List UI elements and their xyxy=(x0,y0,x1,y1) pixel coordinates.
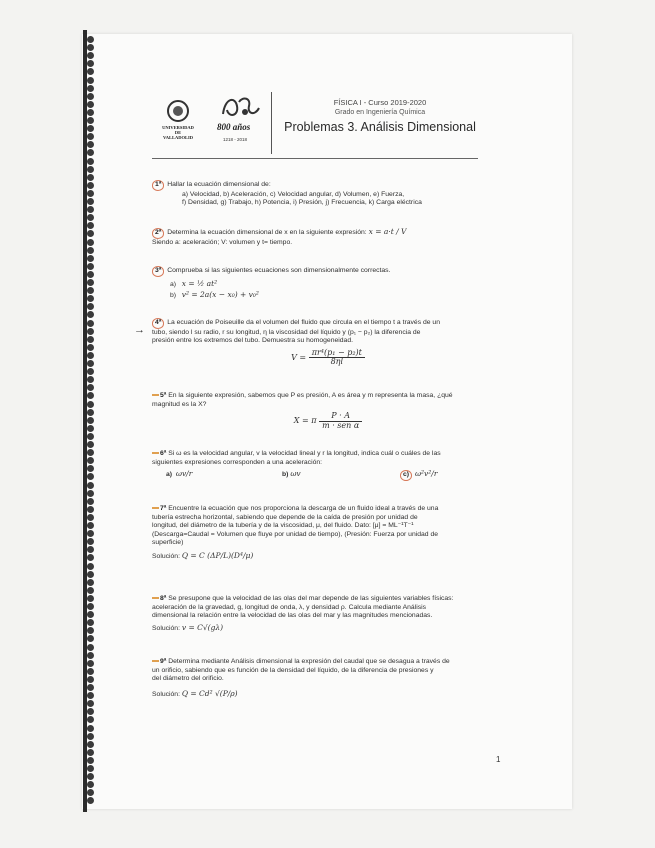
page-number: 1 xyxy=(496,755,501,764)
header-rule xyxy=(152,158,478,159)
binding-hole xyxy=(87,85,94,92)
binding-hole xyxy=(87,93,94,100)
problem-text: del diámetro del orificio. xyxy=(152,675,224,683)
binding-hole xyxy=(87,60,94,67)
binding-hole xyxy=(87,789,94,796)
option-label: a) xyxy=(170,280,177,288)
problem-number: 2ª xyxy=(152,228,164,239)
binding-hole xyxy=(87,619,94,626)
problem-text: longitud, del diámetro de la tubería y de la viscosidad, μ, del fluido. Dato: [μ] = ML⁻¹T⁻¹ xyxy=(152,522,414,530)
binding-hole xyxy=(87,684,94,691)
university-logo xyxy=(160,100,196,146)
binding-hole xyxy=(87,644,94,651)
problem-9 xyxy=(152,658,504,699)
binding-hole xyxy=(87,587,94,594)
binding-hole xyxy=(87,392,94,399)
highlight-mark xyxy=(152,394,159,396)
binding-hole xyxy=(87,384,94,391)
x-equation xyxy=(152,412,504,430)
binding-hole xyxy=(87,482,94,489)
problem-text: Comprueba si las siguientes ecuaciones son dimensionalmente correctas. xyxy=(167,267,391,274)
binding-hole xyxy=(87,741,94,748)
binding-hole xyxy=(87,376,94,383)
problem-text: dimensional la relación entre la velocidad de las olas del mar y las magnitudes mencionadas. xyxy=(152,612,433,620)
solution-label: Solución: xyxy=(152,624,180,632)
problem-text: aceleración de la gravedad, g, longitud de onda, λ, y densidad ρ. Calcula mediante Análisis xyxy=(152,603,427,611)
binding-hole xyxy=(87,239,94,246)
equation-lhs: V = xyxy=(291,352,307,362)
binding-hole xyxy=(87,198,94,205)
binding-hole xyxy=(87,401,94,408)
equation: ω²v²/r xyxy=(414,469,438,479)
binding-hole xyxy=(87,417,94,424)
binding-hole xyxy=(87,328,94,335)
margin-arrow: → xyxy=(134,324,145,336)
problem-text: tubería estrecha horizontal, sabiendo que depende de la caída de presión por unidad de xyxy=(152,513,418,521)
binding-hole xyxy=(87,765,94,772)
anniversary-logo xyxy=(215,92,272,154)
problem-number: 9ª xyxy=(160,658,167,665)
binding-hole xyxy=(87,441,94,448)
option-a xyxy=(152,280,504,290)
binding-hole xyxy=(87,725,94,732)
university-seal-icon xyxy=(167,100,189,122)
option-label: c) xyxy=(400,470,412,481)
binding-hole xyxy=(87,360,94,367)
fraction-denominator: m · sen α xyxy=(322,420,360,430)
problem-text: un orificio, sabiendo que es función de la densidad del líquido, de la diferencia de presiones y xyxy=(152,666,434,674)
problem-3 xyxy=(152,266,504,301)
binding-hole xyxy=(87,52,94,59)
document-title: Problemas 3. Análisis Dimensional xyxy=(284,120,476,134)
highlight-mark xyxy=(152,452,159,454)
solution xyxy=(152,624,504,634)
binding-hole xyxy=(87,579,94,586)
binding-hole xyxy=(87,797,94,804)
problem-number: 1ª xyxy=(152,180,164,191)
binding-hole xyxy=(87,263,94,270)
problem-1 xyxy=(152,180,504,208)
binding-hole xyxy=(87,206,94,213)
binding-hole xyxy=(87,149,94,156)
binding-hole xyxy=(87,546,94,553)
binding-hole xyxy=(87,222,94,229)
problem-text: Hallar la ecuación dimensional de: xyxy=(167,181,271,188)
binding-hole xyxy=(87,44,94,51)
binding-hole xyxy=(87,490,94,497)
binding-hole xyxy=(87,101,94,108)
binding-hole xyxy=(87,700,94,707)
binding-hole xyxy=(87,344,94,351)
problem-text: presión entre los extremos del tubo. Demuestra su homogeneidad. xyxy=(152,337,353,345)
binding-hole xyxy=(87,530,94,537)
binding-hole xyxy=(87,158,94,165)
solution-equation: v = C√(gλ) xyxy=(181,622,224,632)
problem-4 xyxy=(152,318,504,370)
binding-hole xyxy=(87,182,94,189)
binding-hole xyxy=(87,109,94,116)
problem-2 xyxy=(152,228,504,247)
poiseuille-equation xyxy=(152,349,504,367)
solution xyxy=(152,552,504,562)
anniversary-years: 1218 - 2018 xyxy=(223,137,248,142)
option-a xyxy=(166,470,192,480)
binding-hole xyxy=(87,279,94,286)
binding-hole xyxy=(87,498,94,505)
binding-hole xyxy=(87,571,94,578)
fraction-numerator: P · A xyxy=(319,412,362,422)
equation-fraction xyxy=(319,412,362,430)
binding-hole xyxy=(87,303,94,310)
anniversary-script: 800 años xyxy=(217,122,251,132)
binding-hole xyxy=(87,174,94,181)
problem-text: a) Velocidad, b) Aceleración, c) Velocidad angular, d) Volumen, e) Fuerza, xyxy=(182,190,405,198)
problem-text: tubo, siendo l su radio, r su longitud, η la viscosidad del líquido y (p₁ − p₂) la diferencia de xyxy=(152,328,421,336)
binding-hole xyxy=(87,336,94,343)
binding-hole xyxy=(87,595,94,602)
binding-hole xyxy=(87,749,94,756)
problem-text: magnitud es la X? xyxy=(152,400,207,408)
binding-hole xyxy=(87,311,94,318)
binding-hole xyxy=(87,166,94,173)
problem-6 xyxy=(152,450,504,480)
binding-hole xyxy=(87,409,94,416)
binding-hole xyxy=(87,449,94,456)
binding-hole xyxy=(87,522,94,529)
binding-hole xyxy=(87,692,94,699)
problem-text: siguientes expresiones corresponden a una aceleración: xyxy=(152,458,323,466)
binding-hole xyxy=(87,781,94,788)
options-row xyxy=(152,470,504,480)
solution-label: Solución: xyxy=(152,690,180,698)
problem-text: En la siguiente expresión, sabemos que P es presión, A es área y m representa la masa, ¿qué xyxy=(168,392,453,399)
binding-hole xyxy=(87,247,94,254)
highlight-mark xyxy=(152,597,159,599)
binding-hole xyxy=(87,716,94,723)
binding-hole xyxy=(87,271,94,278)
option-b xyxy=(152,291,504,301)
highlight-mark xyxy=(152,507,159,509)
binding-hole xyxy=(87,295,94,302)
binding-hole xyxy=(87,708,94,715)
problem-text: Encuentre la ecuación que nos proporciona la descarga de un fluido ideal a través de una xyxy=(168,505,439,512)
binding-hole xyxy=(87,287,94,294)
problem-number: 7ª xyxy=(160,505,167,512)
binding-hole xyxy=(87,538,94,545)
binding-hole xyxy=(87,214,94,221)
document-header xyxy=(160,92,480,154)
solution-equation: Q = C (ΔP/L)(D⁴/μ) xyxy=(181,550,254,560)
binding-hole xyxy=(87,320,94,327)
binding-hole xyxy=(87,676,94,683)
option-label: a) xyxy=(166,471,173,479)
problem-7 xyxy=(152,505,504,562)
binding-hole xyxy=(87,733,94,740)
problem-text: f) Densidad, g) Trabajo, h) Potencia, i) Presión, j) Frecuencia, k) Carga eléctrica xyxy=(182,199,422,207)
binding-hole xyxy=(87,190,94,197)
option-b xyxy=(282,470,301,480)
problem-number: 8ª xyxy=(160,595,167,602)
binding-hole xyxy=(87,352,94,359)
binding-hole xyxy=(87,635,94,642)
spiral-binding xyxy=(86,36,96,806)
binding-hole xyxy=(87,652,94,659)
binding-hole xyxy=(87,255,94,262)
binding-hole xyxy=(87,773,94,780)
solution xyxy=(152,690,504,700)
problem-text: (Descarga=Caudal = Volumen que fluye por unidad de tiempo), (Presión: Fuerza por unidad de xyxy=(152,530,439,538)
problem-5 xyxy=(152,392,504,433)
binding-hole xyxy=(87,433,94,440)
binding-hole xyxy=(87,668,94,675)
problem-number: 5ª xyxy=(160,392,167,399)
binding-hole xyxy=(87,68,94,75)
problem-number: 4ª xyxy=(152,318,164,329)
equation: ωv xyxy=(290,469,301,479)
binding-hole xyxy=(87,125,94,132)
problem-text: Determina mediante Análisis dimensional la expresión del caudal que se desagua a través de xyxy=(168,658,450,665)
course-line: FÍSICA I - Curso 2019-2020 xyxy=(333,98,427,107)
binding-hole xyxy=(87,627,94,634)
problem-text: Siendo a: aceleración; V: volumen y t= tiempo. xyxy=(152,238,293,246)
equation: x = a·t / V xyxy=(368,227,407,236)
binding-hole xyxy=(87,757,94,764)
anniversary-emblem-icon xyxy=(215,92,265,122)
problem-text: Determina la ecuación dimensional de x en la siguiente expresión: xyxy=(167,229,367,236)
binding-hole xyxy=(87,141,94,148)
binding-hole xyxy=(87,563,94,570)
binding-hole xyxy=(87,554,94,561)
binding-hole xyxy=(87,660,94,667)
equation: ωv/r xyxy=(175,469,193,479)
solution-equation: Q = Cd² √(P/ρ) xyxy=(181,688,238,698)
binding-hole xyxy=(87,77,94,84)
equation-fraction xyxy=(309,349,365,367)
binding-hole xyxy=(87,473,94,480)
binding-hole xyxy=(87,230,94,237)
problem-8 xyxy=(152,595,504,633)
binding-hole xyxy=(87,465,94,472)
problem-number: 6ª xyxy=(160,450,167,457)
binding-hole xyxy=(87,506,94,513)
problem-text: La ecuación de Poiseuille da el volumen del fluido que circula en el tiempo t a través de un xyxy=(167,319,440,326)
equation: x = ½ at² xyxy=(181,278,218,288)
header-text xyxy=(280,98,480,134)
option-label: b) xyxy=(170,292,177,300)
binding-hole xyxy=(87,133,94,140)
binding-hole xyxy=(87,603,94,610)
problem-text: Si ω es la velocidad angular, v la velocidad lineal y r la longitud, indica cuál o cuáles de las xyxy=(168,450,441,457)
binding-hole xyxy=(87,425,94,432)
binding-hole xyxy=(87,117,94,124)
equation: v² = 2a(x − x₀) + v₀² xyxy=(181,290,259,300)
binding-hole xyxy=(87,457,94,464)
solution-label: Solución: xyxy=(152,552,180,560)
option-c xyxy=(400,470,437,481)
problem-number: 3ª xyxy=(152,266,164,277)
binding-hole xyxy=(87,611,94,618)
equation-lhs: X = π xyxy=(293,416,317,426)
fraction-denominator: 8ηl xyxy=(330,357,344,367)
option-label: b) xyxy=(282,471,289,479)
problem-text: Se presupone que la velocidad de las olas del mar depende de las siguientes variables físicas: xyxy=(168,595,454,602)
highlight-mark xyxy=(152,660,159,662)
binding-hole xyxy=(87,36,94,43)
binding-hole xyxy=(87,514,94,521)
problem-text: superficie) xyxy=(152,539,184,547)
binding-hole xyxy=(87,368,94,375)
degree-line: Grado en Ingeniería Química xyxy=(334,109,426,116)
university-name: UNIVERSIDAD DE VALLADOLID xyxy=(162,125,194,140)
fraction-numerator: πr⁴(p₁ − p₂)t xyxy=(309,349,365,359)
